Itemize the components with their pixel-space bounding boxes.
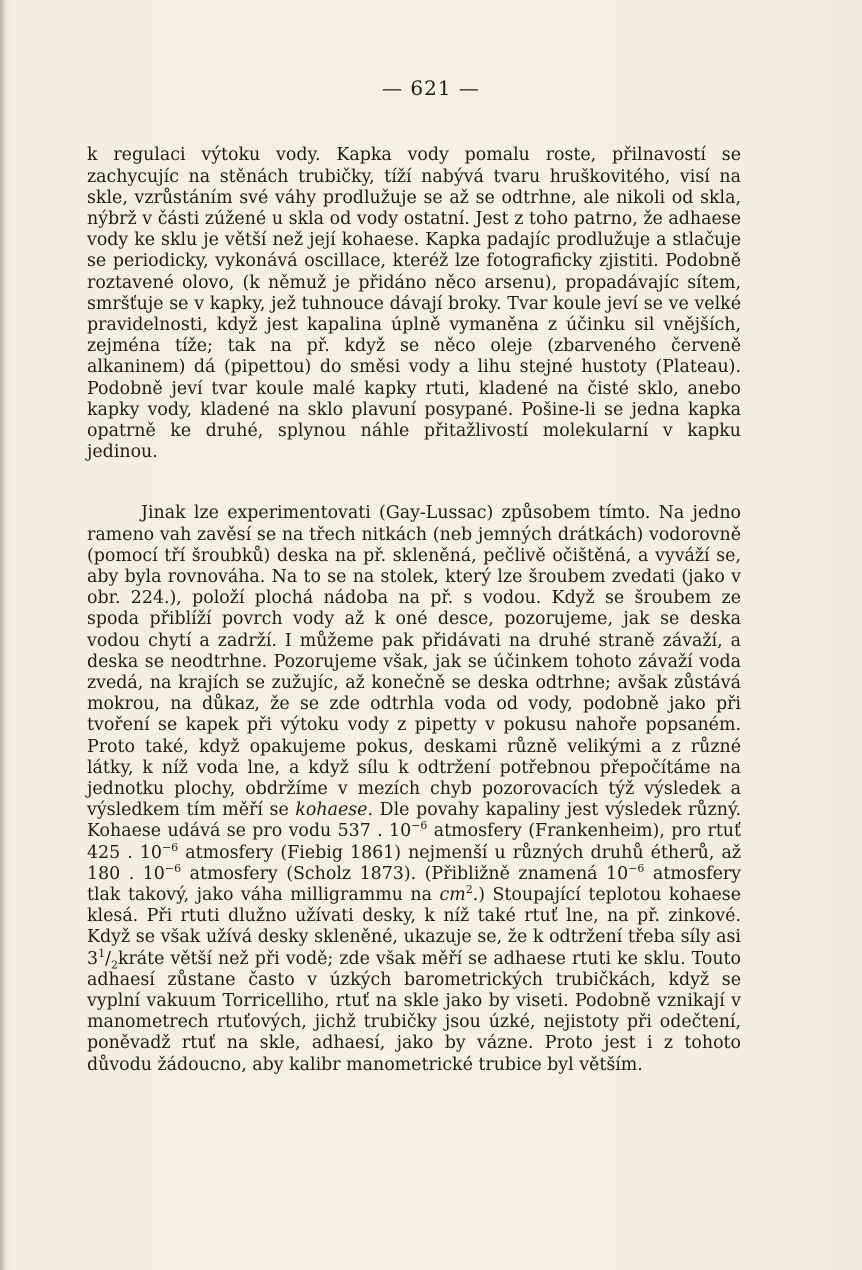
text-segment: . Dle povahy kapaliny jest výsledek různý. Kohaese udává se pro vodu 537 . 10: [87, 800, 741, 842]
text-segment: −6: [628, 862, 645, 876]
page-number: — 621 —: [382, 76, 480, 100]
text-segment: 2: [465, 883, 473, 897]
text-segment: Jinak lze experimentovati (Gay-Lussac) způsobem tímto. Na jedno rameno vah zavěsí se na třech nitkách (neb jemných drátkách) vodorovně (pomocí tří šroubků) deska na př. skleněná, pečlivě očištěná, a vyváží se, aby byla rovnováha. Na to se na stolek, který lze šroubem zvedati (jako v obr. 224.), položí plochá nádoba na př. s vodou. Když se šroubem ze spoda přiblíží povrch vody až k oné desce, pozorujeme, jak se deska vodou chytí a zadrží. I můžeme pak přidávati na druhé straně závaží, a deska se neodtrhne. Pozorujeme však, jak se účinkem tohoto závaží voda zvedá, na krajích se zužujíc, až konečně se deska odtrhne; avšak zůstává mokrou, na důkaz, že se zde odtrhla voda od vody, podobně jako při tvoření se kapek při výtoku vody z pipetty v pokusu nahoře popsaném. Proto také, když opakujeme pokus, deskami různě velikými a z různé látky, k níž voda lne, a když sílu k odtržení potřebnou přepočítáme na jednotku plochy, obdržíme v mezích chyb pozorovacích týž výsledek a výsledkem tím měří se: [87, 503, 741, 821]
text-segment: atmosfery (Fiebig 1861) nejmenší u různých druhů étherů, až 180 . 10: [87, 842, 741, 884]
text-segment: 2: [110, 958, 118, 972]
text-segment: −6: [411, 819, 428, 833]
text-segment: kráte větší než při vodě; zde však měří se adhaese rtuti ke sklu. Touto adhaesí zůstane často v úzkých barometrických trubičkách, když se vyplní vakuum Torricelliho, rtuť na skle jako by viseti. Podobně vznikají v manometrech rtuťových, jichž trubičky jsou úzké, nejistoty při odečtení, poněvadž rtuť na skle, adhaesí, jako by vázne. Proto jest i z tohoto důvodu žádoucno, aby kalibr manometrické trubice byl větším.: [87, 948, 741, 1075]
text-segment: .) Stoupající teplotou kohaese klesá. Při rtuti dlužno užívati desky, k níž také rtuť lne, na př. zinkové. Když se však užívá desky skleněné, ukazuje se, že k odtržení třeba síly asi 3: [87, 885, 742, 969]
text-segment: atmosfery tlak takový, jako váha milligrammu na: [87, 863, 741, 906]
text-segment: atmosfery (Scholz 1873). (Přibližně znamená 10: [181, 863, 629, 884]
text-segment: cm: [439, 885, 466, 906]
text-segment: 1: [98, 946, 106, 960]
text-segment: −6: [164, 862, 182, 876]
text-segment: k regulaci výtoku vody. Kapka vody pomalu roste, přilnavostí se zachycujíc na stěnách trubičky, tíží nabývá tvaru hruškovitého, visí na skle, vzrůstáním své váhy prodlužuje se až se odtrhne, ale nikoli od skla, nýbrž v části zúžené u skla od vody ostatní. Jest z toho patrno, že adhaese vody ke sklu je větší než její kohaese. Kapka padajíc prodlužuje a stlačuje se periodicky, vykonává oscillace, kteréž lze fotograficky zjistiti. Podobně roztavené olovo, (k němuž je přidáno něco arsenu), propadávajíc sítem, smršťuje se v kapky, jež tuhnouce dávají broky. Tvar koule jeví se ve velké pravidelnosti, když jest kapalina úplně vymaněna z účinku sil vnějších, zejména tíže; tak na př. když se něco oleje (zbarveného červeně alkaninem) dá (pipettou) do směsi vody a lihu stejné hustoty (Plateau). Podobně jeví tvar koule malé kapky rtuti, kladené na čisté sklo, anebo kapky vody, kladené na sklo plavuní posypané. Pošine-li se jedna kapka opatrně ke druhé, splynou náhle přitažlivostí molekularní v kapku jedinou.: [87, 145, 741, 463]
paragraph-2: [87, 503, 741, 1075]
text-segment: kohaese: [295, 800, 368, 821]
text-segment: atmosfery (Frankenheim), pro rtuť 425 . 10: [87, 821, 742, 863]
text-segment: /: [105, 948, 111, 969]
text-segment: −6: [161, 840, 179, 854]
binding-edge: [0, 0, 6, 1270]
paragraph-1: [87, 145, 741, 463]
